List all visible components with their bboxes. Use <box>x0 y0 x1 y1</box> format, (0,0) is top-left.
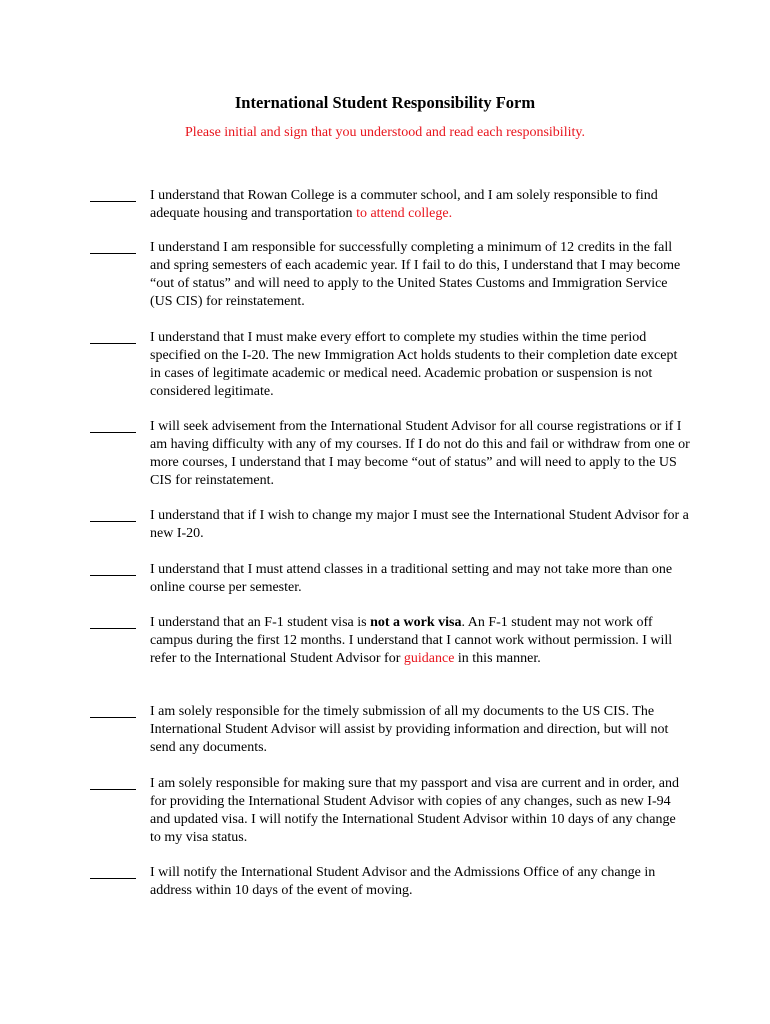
responsibility-text: I understand that an F-1 student visa is not a work visa. An F-1 student may not work off campus during the first 12 months. I understand that I cannot work without permission. I will refer to the International Student Advisor for guidance in this manner. <box>150 615 673 666</box>
initial-blank[interactable] <box>90 864 136 879</box>
responsibility-text: I am solely responsible for the timely submission of all my documents to the US CIS. The International Student Advisor will assist by providing information and direction, but will not send any documents. <box>150 704 669 755</box>
responsibility-text: I am solely responsible for making sure that my passport and visa are current and in order, and for providing the International Student Advisor with copies of any changes, such as new I-94 and updated visa. I will notify the International Student Advisor within 10 days of any change to my visa status. <box>150 776 679 845</box>
initial-blank[interactable] <box>90 329 136 344</box>
responsibility-text: I understand that I must make every effort to complete my studies within the time period specified on the I-20. The new Immigration Act holds students to their completion date except in cases of legitimate academic or medical need. Academic probation or suspension is not considered legitimate. <box>150 330 678 399</box>
initial-blank[interactable] <box>90 775 136 790</box>
form-instructions: Please initial and sign that you understood and read each responsibility. <box>185 125 585 140</box>
responsibility-text: I understand that I must attend classes in a traditional setting and may not take more than one online course per semester. <box>150 562 673 595</box>
initial-blank[interactable] <box>90 239 136 254</box>
responsibility-text: I understand I am responsible for successfully completing a minimum of 12 credits in the fall and spring semesters of each academic year. If I fail to do this, I understand that I may become “out of status” and will need to apply to the United States Customs and Immigration Service (US CIS) for reinstatement. <box>150 240 681 309</box>
initial-blank[interactable] <box>90 614 136 629</box>
responsibility-text: I will notify the International Student Advisor and the Admissions Office of any change in address within 10 days of the event of moving. <box>150 865 656 898</box>
initial-blank[interactable] <box>90 187 136 202</box>
initial-blank[interactable] <box>90 418 136 433</box>
initial-blank[interactable] <box>90 507 136 522</box>
initial-blank[interactable] <box>90 703 136 718</box>
responsibility-text: I understand that Rowan College is a commuter school, and I am solely responsible to find adequate housing and transportation to attend college. <box>150 188 658 221</box>
initial-blank[interactable] <box>90 561 136 576</box>
responsibility-text: I will seek advisement from the International Student Advisor for all course registrations or if I am having difficulty with any of my courses. If I do not do this and fail or withdraw from one or more courses, I understand that I may become “out of status” and will need to apply to the US CIS for reinstatement. <box>150 419 690 488</box>
form-title: International Student Responsibility Form <box>234 93 536 112</box>
responsibility-text: I understand that if I wish to change my major I must see the International Student Advisor for a new I-20. <box>150 508 689 541</box>
